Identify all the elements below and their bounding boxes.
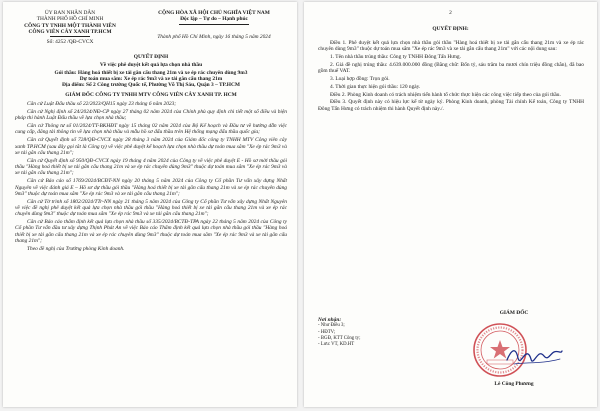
basis-paragraph: Căn cứ Báo cáo số 1769/2024/BCĐT-NN ngày 20 tháng 5 năm 2024 của Công ty Cổ phần Tư vấn xây dựng Nhất Nguyên về việc đánh giá E – Hồ sơ dự thầu gói thầu "Hàng hoá thiết bị xe tải gắn cẩu thang 21m và xe ép rác chuyên dùng 9m3" thuộc dự toán mua sắm "Xe ép rác 9m3 và xe tải gắn cẩu thang 21m"; xyxy=(15,178,287,197)
basis-paragraph: Căn cứ Tờ trình số 1802/2024/TTr-NN ngày 21 tháng 5 năm 2024 của Công ty Cổ phần Tư vấn xây dựng Nhất Nguyên về việc đề nghị phê duyệt kết quả lựa chọn nhà thầu gói thầu "Hàng hoá thiết bị xe tải gắn cẩu thang 21m và xe ép rác chuyên dùng 9m3" thuộc dự toán mua sắm "Xe ép rác 9m3 và xe tải gắn cẩu thang 21m"; xyxy=(15,198,287,218)
national-motto: CỘNG HÒA XÃ HỘI CHỦ NGHĨA VIỆT NAM xyxy=(158,10,270,16)
issuer-header xyxy=(11,10,129,45)
recipient-item: - Như Điều 3; xyxy=(318,323,345,329)
article-1: Điều 1. Phê duyệt kết quả lựa chọn nhà thầu gói thầu "Hàng hoá thiết bị xe tải gắn cẩu thang 21m và xe ép rác chuyên dùng 9m3" thuộc dự toán mua sắm "Xe ép rác 9m3 và xe tải gắn cẩu thang 21m" với các nội dung sau: xyxy=(318,40,584,53)
basis-paragraph: Căn cứ Nghị định số 24/2024/NĐ-CP ngày 27 tháng 02 năm 2024 của Chính phủ quy định chi tiết một số điều và biện pháp thi hành Luật Đấu thầu về lựa chọn nhà thầu; xyxy=(15,108,287,122)
basis-paragraph: Căn cứ Thông tư số 01/2024/TT-BKHĐT ngày 15 tháng 02 năm 2024 của Bộ Kế hoạch và Đầu tư về hướng dẫn việc cung cấp, đăng tải thông tin về lựa chọn nhà thầu và mẫu hồ sơ đấu thầu trên Hệ thống mạng đấu thầu quốc gia; xyxy=(15,123,287,136)
basis-paragraph: Căn cứ Báo cáo thẩm định kết quả lựa chọn nhà thầu số 335/2024/BCTĐ-TPA ngày 22 tháng 5 năm 2024 của Công ty Cổ phần Tư vấn đầu tư xây dựng Thịnh Phát An về việc Báo cáo Thẩm định kết quả lựa chọn nhà thầu gói thầu "Hàng hoá thiết bị xe tải gắn cẩu thang 21m và xe ép rác chuyên dùng 9m3" thuộc dự toán mua sắm "Xe ép rác 9m3 và xe tải gắn cẩu thang 21m"; xyxy=(15,219,287,245)
recipients-title: Nơi nhận: xyxy=(318,317,342,323)
basis-paragraph: Theo đề nghị của Trưởng phòng Kinh doanh. xyxy=(27,245,125,252)
decision-title: QUYẾT ĐỊNH xyxy=(133,54,169,60)
recipient-item: - BGĐ, KTT Công ty; xyxy=(318,335,361,341)
issuer-line-1: ỦY BAN NHÂN DÂN xyxy=(44,10,96,16)
basis-paragraph: Căn cứ Luật Đấu thầu số 22/2023/QH15 ngày 23 tháng 6 năm 2023; xyxy=(27,100,177,107)
signer-title: GIÁM ĐỐC xyxy=(499,310,529,316)
article-3: Điều 3. Quyết định này có hiệu lực kể từ ngày ký. Phòng Kinh doanh, phòng Tài chính Kế toán, Công ty TNHH Đông Tấn Hưng có trách nhiệm thi hành Quyết định này./. xyxy=(318,99,584,112)
document-page-1 xyxy=(3,2,297,407)
decision-articles xyxy=(318,40,584,113)
page-number: 2 xyxy=(449,10,452,16)
issue-date: Thành phố Hồ Chí Minh, ngày 16 tháng 5 năm 2024 xyxy=(157,33,271,40)
basis-paragraph: Căn cứ Quyết định số 950/QĐ-CVCX ngày 19 tháng 4 năm 2024 của Công ty về việc phê duyệt E - Hồ sơ mời thầu gói thầu "Hàng hoá thiết bị xe tải gắn cẩu thang 21m và xe ép rác chuyên dùng 9m3" thuộc dự toán mua sắm "Xe ép rác 9m3 và xe tải gắn cẩu thang 21m"; xyxy=(15,157,287,177)
document-number: Số: 4252 /QĐ-CVCX xyxy=(46,39,94,46)
package-name: Gói thầu: Hàng hoá thiết bị xe tải gắn cẩu thang 21m và xe ép rác chuyên dùng 9m3 xyxy=(54,69,248,76)
issuer-underline xyxy=(50,36,90,37)
slogan-underline xyxy=(179,24,249,25)
basis-paragraph: Căn cứ Quyết định số 728/QĐ-CVCX ngày 28 tháng 3 năm 2024 của Giám đốc công ty TNHH MTV Công viên cây xanh TP.HCM (sau đây gọi tắt là Công ty) về việc phê duyệt kế hoạch lựa chọn nhà thầu dự toán mua sắm "Xe ép rác 9m3 và xe tải gắn cẩu thang 21m"; xyxy=(15,137,287,156)
article-1-item-2: 2. Giá đề nghị trúng thầu: 4.639.000.000 đồng (Bằng chữ: Bốn tỷ, sáu trăm ba mươi chín triệu đồng chẵn), đã bao gồm thuế VAT. xyxy=(318,61,584,75)
article-1-item-1: 1. Tên nhà thầu trúng thầu: Công ty TNHH Đông Tấn Hưng. xyxy=(330,54,461,61)
issuer-line-4: CÔNG VIÊN CÂY XANH TP.HCM xyxy=(28,28,112,35)
estimate-name: Dự toán mua sắm: Xe ép rác 9m3 và xe tải gắn cẩu thang 21m xyxy=(79,76,223,83)
signer-name: Lê Công Phương xyxy=(494,381,534,387)
decision-body xyxy=(15,54,287,254)
recipient-item: - Lưu: VT, KD.HT xyxy=(318,342,355,348)
recipients-block xyxy=(318,317,428,348)
location: Địa điểm: Số 2 Công trường Quốc tế, Phường Võ Thị Sáu, Quận 3 – TP.HCM xyxy=(62,82,240,89)
issuer-line-2: THÀNH PHỐ HỒ CHÍ MINH xyxy=(36,16,104,23)
recipient-item: - HĐTV; xyxy=(318,329,336,335)
article-1-item-3: 3. Loại hợp đồng: Trọn gói. xyxy=(330,75,390,82)
national-header xyxy=(135,10,293,40)
national-slogan: Độc lập – Tự do – Hạnh phúc xyxy=(180,16,248,23)
issuer-line-3: CÔNG TY TNHH MỘT THÀNH VIÊN xyxy=(24,22,116,29)
decision-heading: QUYẾT ĐỊNH: xyxy=(432,26,469,32)
handwritten-signature-icon xyxy=(504,342,564,370)
signature-block xyxy=(454,310,574,316)
article-2: Điều 2. Phòng Kinh doanh có trách nhiệm tiến hành tổ chức thực hiện các công việc tiếp theo của gói thầu. xyxy=(330,91,561,98)
article-1-item-4: 4. Thời gian thực hiện gói thầu: 120 ngày. xyxy=(330,83,421,90)
decision-subtitle: Về việc phê duyệt kết quả lựa chọn nhà thầu xyxy=(99,61,203,68)
document-page-2 xyxy=(304,2,597,407)
authority-line: GIÁM ĐỐC CÔNG TY TNHH MTV CÔNG VIÊN CÂY XANH TP. HCM xyxy=(65,91,237,98)
